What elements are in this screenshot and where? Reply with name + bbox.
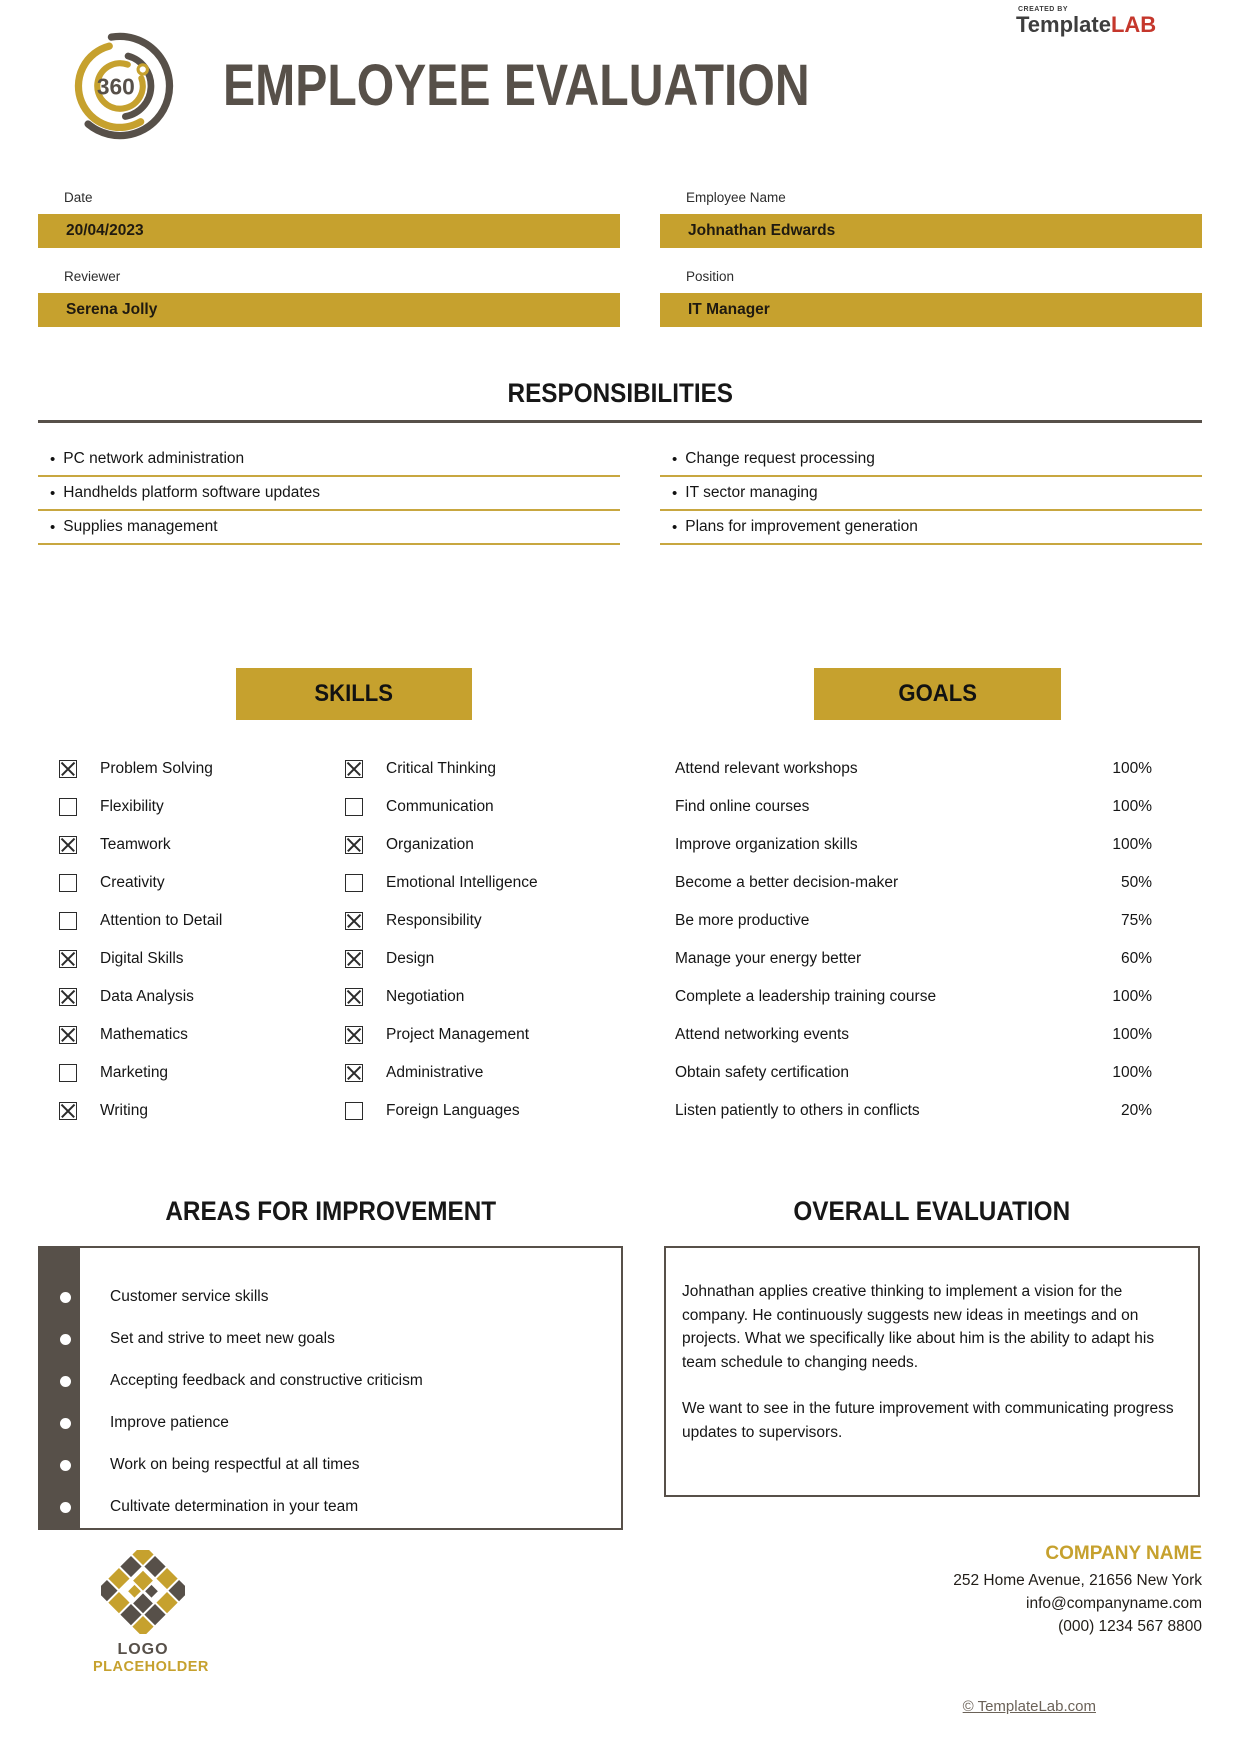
skill-label: Design — [386, 950, 435, 967]
skill-label: Attention to Detail — [100, 912, 223, 929]
bullet-dot-icon — [60, 1334, 71, 1345]
checkbox-checked-icon[interactable] — [345, 1064, 363, 1082]
goal-item — [660, 978, 1202, 1016]
logo-placeholder — [93, 1550, 209, 1675]
copyright-link[interactable]: © TemplateLab.com — [962, 1698, 1096, 1715]
company-email: info@companyname.com — [1026, 1595, 1202, 1612]
responsibilities-left-column — [38, 443, 620, 545]
skill-item — [59, 940, 339, 978]
goal-label: Listen patiently to others in conflicts — [675, 1102, 920, 1119]
reviewer-label: Reviewer — [64, 269, 121, 284]
skills-header — [236, 668, 472, 720]
skill-item — [59, 1054, 339, 1092]
skill-item — [345, 1054, 645, 1092]
bullet-icon: • — [50, 484, 56, 502]
page-title: EMPLOYEE EVALUATION — [223, 53, 810, 118]
checkbox-checked-icon[interactable] — [345, 1026, 363, 1044]
responsibilities-divider — [38, 420, 1202, 423]
skill-item — [345, 864, 645, 902]
position-field-group — [660, 269, 1202, 327]
goal-progress-value: 50% — [1120, 874, 1152, 891]
improvement-item — [40, 1360, 621, 1402]
skill-item — [345, 978, 645, 1016]
skill-label: Responsibility — [386, 912, 482, 929]
improvement-item — [40, 1486, 621, 1528]
bullet-dot-icon — [60, 1460, 71, 1471]
skill-label: Problem Solving — [100, 760, 213, 777]
skill-label: Foreign Languages — [386, 1102, 520, 1119]
skill-item — [59, 1092, 339, 1130]
goal-item — [660, 1092, 1202, 1130]
skill-label: Mathematics — [100, 1026, 188, 1043]
evaluation-box — [664, 1246, 1200, 1497]
evaluation-text — [666, 1248, 1198, 1444]
checkbox-checked-icon[interactable] — [59, 760, 77, 778]
checkbox-checked-icon[interactable] — [59, 1102, 77, 1120]
date-value: 20/04/2023 — [66, 222, 144, 239]
goal-label: Become a better decision-maker — [675, 874, 899, 891]
bullet-icon: • — [672, 484, 678, 502]
goal-label: Obtain safety certification — [675, 1064, 850, 1081]
skill-item — [345, 940, 645, 978]
improvement-text: Customer service skills — [110, 1288, 269, 1305]
skill-item — [345, 902, 645, 940]
improvement-box — [38, 1246, 623, 1530]
evaluation-heading: OVERALL EVALUATION — [793, 1196, 1071, 1226]
checkbox-checked-icon[interactable] — [345, 760, 363, 778]
goal-label: Manage your energy better — [675, 950, 862, 967]
templatelab-logo — [1016, 6, 1156, 36]
skills-heading: SKILLS — [314, 680, 394, 707]
bullet-icon: • — [50, 450, 56, 468]
employee-name-value: Johnathan Edwards — [688, 222, 836, 239]
skill-label: Project Management — [386, 1026, 530, 1043]
skill-label: Critical Thinking — [386, 760, 496, 777]
checkbox-unchecked-icon[interactable] — [345, 798, 363, 816]
goals-header — [814, 668, 1061, 720]
skill-item — [59, 864, 339, 902]
goal-item — [660, 750, 1202, 788]
goal-item — [660, 940, 1202, 978]
skill-label: Negotiation — [386, 988, 465, 1005]
skills-column-1 — [59, 750, 339, 1130]
goals-list — [660, 750, 1202, 1130]
templatelab-wordmark: TemplateLAB — [1016, 12, 1157, 37]
goals-heading: GOALS — [898, 680, 977, 707]
skill-label: Marketing — [100, 1064, 169, 1081]
logo-360-text: 360 — [96, 73, 135, 100]
employee-name-field-group — [660, 190, 1202, 248]
skill-item — [59, 826, 339, 864]
skill-item — [59, 978, 339, 1016]
date-input[interactable] — [38, 214, 620, 248]
evaluation-paragraph: We want to see in the future improvement with communicating progress updates to supervisors. — [682, 1400, 1174, 1441]
goal-item — [660, 826, 1202, 864]
responsibility-item — [660, 511, 1202, 545]
employee-name-input[interactable] — [660, 214, 1202, 248]
goal-label: Attend relevant workshops — [675, 760, 858, 777]
improvement-text: Cultivate determination in your team — [110, 1498, 359, 1515]
position-label: Position — [686, 269, 735, 284]
checkbox-checked-icon[interactable] — [345, 950, 363, 968]
reviewer-value: Serena Jolly — [66, 301, 158, 318]
checkbox-checked-icon[interactable] — [59, 950, 77, 968]
goal-progress-value: 100% — [1112, 836, 1152, 853]
improvement-text: Work on being respectful at all times — [110, 1456, 360, 1473]
improvement-item — [40, 1276, 621, 1318]
responsibility-text: PC network administration — [63, 450, 245, 467]
goal-progress-value: 100% — [1112, 1026, 1152, 1043]
goal-item — [660, 1016, 1202, 1054]
improvement-heading: AREAS FOR IMPROVEMENT — [165, 1196, 496, 1226]
logo-placeholder-line1: LOGO — [117, 1641, 169, 1658]
goal-label: Find online courses — [675, 798, 810, 815]
goal-progress-value: 100% — [1112, 798, 1152, 815]
improvement-item — [40, 1402, 621, 1444]
improvement-text: Improve patience — [110, 1414, 229, 1431]
skill-item — [59, 788, 339, 826]
goal-label: Complete a leadership training course — [675, 988, 937, 1005]
checkbox-checked-icon[interactable] — [59, 1026, 77, 1044]
checkbox-checked-icon[interactable] — [345, 988, 363, 1006]
goal-progress-value: 75% — [1120, 912, 1152, 929]
goal-item — [660, 902, 1202, 940]
logo-360-icon — [58, 22, 182, 150]
bullet-dot-icon — [60, 1376, 71, 1387]
checkbox-checked-icon[interactable] — [59, 988, 77, 1006]
responsibility-item — [660, 477, 1202, 511]
skill-label: Creativity — [100, 874, 165, 891]
checkbox-unchecked-icon[interactable] — [345, 874, 363, 892]
checkbox-unchecked-icon[interactable] — [59, 912, 77, 930]
skills-column-2 — [345, 750, 645, 1130]
responsibility-item — [660, 443, 1202, 477]
goal-label: Be more productive — [675, 912, 810, 929]
skill-label: Teamwork — [100, 836, 171, 853]
goal-progress-value: 100% — [1112, 760, 1152, 777]
bullet-icon: • — [50, 518, 56, 536]
responsibilities-right-column — [660, 443, 1202, 545]
employee-name-label: Employee Name — [686, 190, 786, 205]
bullet-dot-icon — [60, 1418, 71, 1429]
goal-progress-value: 60% — [1120, 950, 1152, 967]
improvement-list — [40, 1276, 621, 1528]
created-by-label: CREATED BY — [1018, 6, 1068, 13]
goal-progress-value: 100% — [1112, 988, 1152, 1005]
bullet-icon: • — [672, 450, 678, 468]
company-name: COMPANY NAME — [1045, 1543, 1202, 1564]
skill-label: Data Analysis — [100, 988, 194, 1005]
evaluation-paragraph: Johnathan applies creative thinking to implement a vision for the company. He continuously suggests new ideas in meetings and on projects. What we specifically like about him is the ability to adapt his team schedule to changing needs. — [682, 1283, 1155, 1371]
goal-progress-value: 100% — [1112, 1064, 1152, 1081]
responsibility-text: IT sector managing — [685, 484, 818, 501]
logo-placeholder-icon — [101, 1550, 185, 1634]
checkbox-checked-icon[interactable] — [345, 912, 363, 930]
responsibility-text: Change request processing — [685, 450, 875, 467]
improvement-item — [40, 1444, 621, 1486]
skill-label: Communication — [386, 798, 494, 815]
goal-label: Attend networking events — [675, 1026, 850, 1043]
checkbox-unchecked-icon[interactable] — [345, 1102, 363, 1120]
improvement-text: Set and strive to meet new goals — [110, 1330, 335, 1347]
skill-item — [59, 750, 339, 788]
responsibility-item — [38, 511, 620, 545]
skill-label: Emotional Intelligence — [386, 874, 538, 891]
skill-item — [345, 788, 645, 826]
checkbox-checked-icon[interactable] — [345, 836, 363, 854]
responsibility-text: Supplies management — [63, 518, 218, 535]
improvement-text: Accepting feedback and constructive criticism — [110, 1372, 423, 1389]
improvement-item — [40, 1318, 621, 1360]
company-address: 252 Home Avenue, 21656 New York — [953, 1572, 1202, 1589]
checkbox-unchecked-icon[interactable] — [59, 1064, 77, 1082]
responsibility-item — [38, 443, 620, 477]
company-info — [953, 1542, 1202, 1638]
reviewer-field-group — [38, 269, 620, 327]
responsibility-text: Plans for improvement generation — [685, 518, 918, 535]
skill-label: Writing — [100, 1102, 148, 1119]
goal-label: Improve organization skills — [675, 836, 858, 853]
bullet-dot-icon — [60, 1292, 71, 1303]
skill-label: Administrative — [386, 1064, 484, 1081]
responsibility-item — [38, 477, 620, 511]
goal-progress-value: 20% — [1120, 1102, 1152, 1119]
skill-label: Flexibility — [100, 798, 164, 815]
goal-item — [660, 1054, 1202, 1092]
skill-item — [345, 1092, 645, 1130]
company-phone: (000) 1234 567 8800 — [1058, 1618, 1202, 1635]
bullet-dot-icon — [60, 1502, 71, 1513]
logo-placeholder-line2: PLACEHOLDER — [93, 1659, 209, 1675]
skill-item — [59, 902, 339, 940]
reviewer-input[interactable] — [38, 293, 620, 327]
bullet-icon: • — [672, 518, 678, 536]
skill-item — [345, 750, 645, 788]
goal-item — [660, 864, 1202, 902]
checkbox-checked-icon[interactable] — [59, 836, 77, 854]
responsibilities-heading: RESPONSIBILITIES — [507, 378, 733, 408]
date-label: Date — [64, 190, 93, 205]
skill-item — [59, 1016, 339, 1054]
skill-label: Organization — [386, 836, 474, 853]
position-input[interactable] — [660, 293, 1202, 327]
position-value: IT Manager — [688, 301, 770, 318]
skill-item — [345, 826, 645, 864]
skill-item — [345, 1016, 645, 1054]
goal-item — [660, 788, 1202, 826]
responsibility-text: Handhelds platform software updates — [63, 484, 321, 501]
checkbox-unchecked-icon[interactable] — [59, 874, 77, 892]
skill-label: Digital Skills — [100, 950, 184, 967]
date-field-group — [38, 190, 620, 248]
checkbox-unchecked-icon[interactable] — [59, 798, 77, 816]
